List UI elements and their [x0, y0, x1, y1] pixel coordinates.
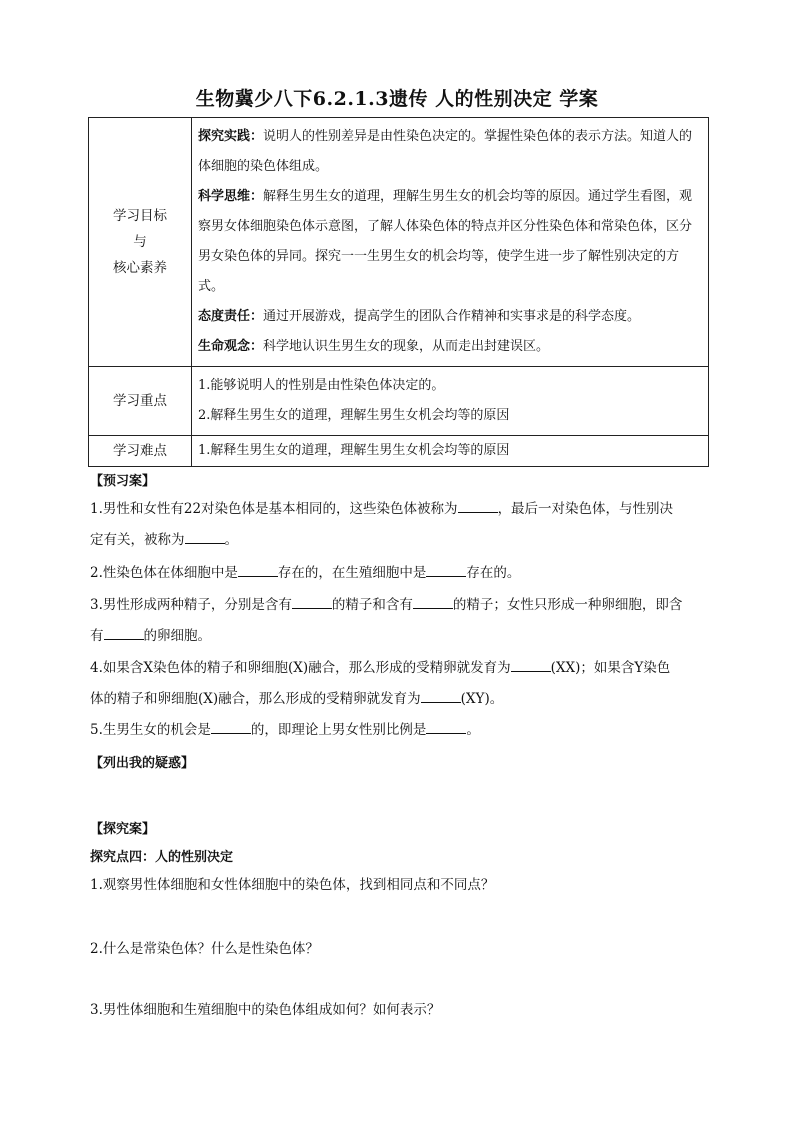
- question-text: 2.性染色体在体细胞中是: [90, 565, 238, 581]
- goal-item: [198, 122, 702, 182]
- question-text: (XX)；如果含Y染色: [550, 660, 671, 676]
- answer-blank[interactable]: [185, 529, 225, 544]
- explore-heading: 【探究案】: [90, 822, 156, 837]
- page-title: 生物冀少八下6.2.1.3遗传 人的性别决定 学案: [195, 88, 599, 110]
- goal-head: 科学思维：: [198, 189, 264, 204]
- question-text: 4.如果含X染色体的精子和卵细胞(X)融合，那么形成的受精卵就发育为: [90, 660, 511, 676]
- question-text: 5.生男生女的机会是: [90, 722, 211, 738]
- question-text: 3.男性形成两种精子，分别是含有: [90, 597, 292, 613]
- question-text: 有: [90, 628, 104, 644]
- answer-blank[interactable]: [238, 562, 278, 577]
- goals-label-line: 核心素养: [113, 260, 167, 276]
- question-text: 定有关，被称为: [90, 532, 185, 548]
- doubts-heading: 【列出我的疑惑】: [90, 756, 195, 771]
- goal-head: 态度责任：: [198, 309, 264, 324]
- goal-text: 科学地认识生男生女的现象，从而走出封建误区。: [263, 339, 550, 354]
- question-text: 体的精子和卵细胞(X)融合，那么形成的受精卵就发育为: [90, 691, 421, 707]
- difficulties-row: [89, 436, 709, 467]
- goal-text: 解释生男生女的道理，理解生男生女的机会均等的原因。通过学生看图，观察男女体细胞染色体示意图，了解人体染色体的特点并区分性染色体和常染色体，区分男女染色体的异同。探究一一生男生女的机会均等，使学生进一步了解性别决定的方式。: [198, 189, 693, 294]
- question-text: 。: [224, 532, 238, 548]
- goals-label: [89, 118, 192, 367]
- explore-point-title: 探究点四：人的性别决定: [90, 850, 234, 865]
- question-text: ，最后一对染色体，与性别决: [497, 501, 674, 517]
- learning-objectives-table: [88, 117, 709, 467]
- goal-item: [198, 332, 702, 362]
- answer-blank[interactable]: [458, 498, 498, 513]
- goals-row: [89, 118, 709, 367]
- key-points-content: [192, 367, 709, 436]
- question-text: 的，即理论上男女性别比例是: [250, 722, 427, 738]
- explore-question-3: 3.男性体细胞和生殖细胞中的染色体组成如何？如何表示？: [90, 1002, 441, 1018]
- difficulty-item: 1.解释生男生女的道理，理解生男生女机会均等的原因: [198, 443, 510, 458]
- goals-label-line: 学习目标: [113, 208, 167, 224]
- preview-question-3: [90, 590, 710, 652]
- question-text: 存在的，在生殖细胞中是: [277, 565, 427, 581]
- answer-blank[interactable]: [292, 594, 332, 609]
- key-points-label: 学习重点: [89, 367, 192, 436]
- question-text: (XY)。: [460, 691, 504, 707]
- explore-question-2: 2.什么是常染色体？什么是性染色体？: [90, 941, 319, 957]
- key-point-item: 2.解释生男生女的道理，理解生男生女机会均等的原因: [198, 408, 510, 423]
- difficulties-label: 学习难点: [89, 436, 192, 467]
- question-text: 的精子；女性只形成一种卵细胞，即含: [452, 597, 683, 613]
- preview-question-4: [90, 653, 710, 715]
- answer-blank[interactable]: [413, 594, 453, 609]
- goals-label-line: 与: [133, 234, 147, 250]
- key-point-item: 1.能够说明人的性别是由性染色体决定的。: [198, 378, 445, 393]
- goal-text: 说明人的性别差异是由性染色决定的。掌握性染色体的表示方法。知道人的体细胞的染色体组成。: [198, 129, 693, 174]
- goal-head: 生命观念：: [198, 339, 264, 354]
- difficulties-content: [192, 436, 709, 467]
- preview-heading: 【预习案】: [90, 474, 156, 489]
- question-text: 的卵细胞。: [143, 628, 211, 644]
- goal-head: 探究实践：: [198, 129, 264, 144]
- answer-blank[interactable]: [421, 688, 461, 703]
- answer-blank[interactable]: [426, 719, 466, 734]
- explore-question-1: 1.观察男性体细胞和女性体细胞中的染色体，找到相同点和不同点？: [90, 877, 495, 893]
- goal-item: [198, 182, 702, 302]
- question-text: 1.男性和女性有22对染色体是基本相同的，这些染色体被称为: [90, 501, 458, 517]
- question-text: 的精子和含有: [331, 597, 413, 613]
- goals-content: [192, 118, 709, 367]
- preview-question-2: [90, 558, 710, 589]
- question-text: 存在的。: [466, 565, 521, 581]
- answer-blank[interactable]: [426, 562, 466, 577]
- answer-blank[interactable]: [104, 625, 144, 640]
- question-text: 。: [466, 722, 480, 738]
- key-points-row: [89, 367, 709, 436]
- answer-blank[interactable]: [511, 657, 551, 672]
- answer-blank[interactable]: [211, 719, 251, 734]
- goal-item: [198, 302, 702, 332]
- preview-question-1: [90, 494, 710, 556]
- goal-text: 通过开展游戏，提高学生的团队合作精神和实事求是的科学态度。: [263, 309, 641, 324]
- preview-question-5: [90, 715, 710, 746]
